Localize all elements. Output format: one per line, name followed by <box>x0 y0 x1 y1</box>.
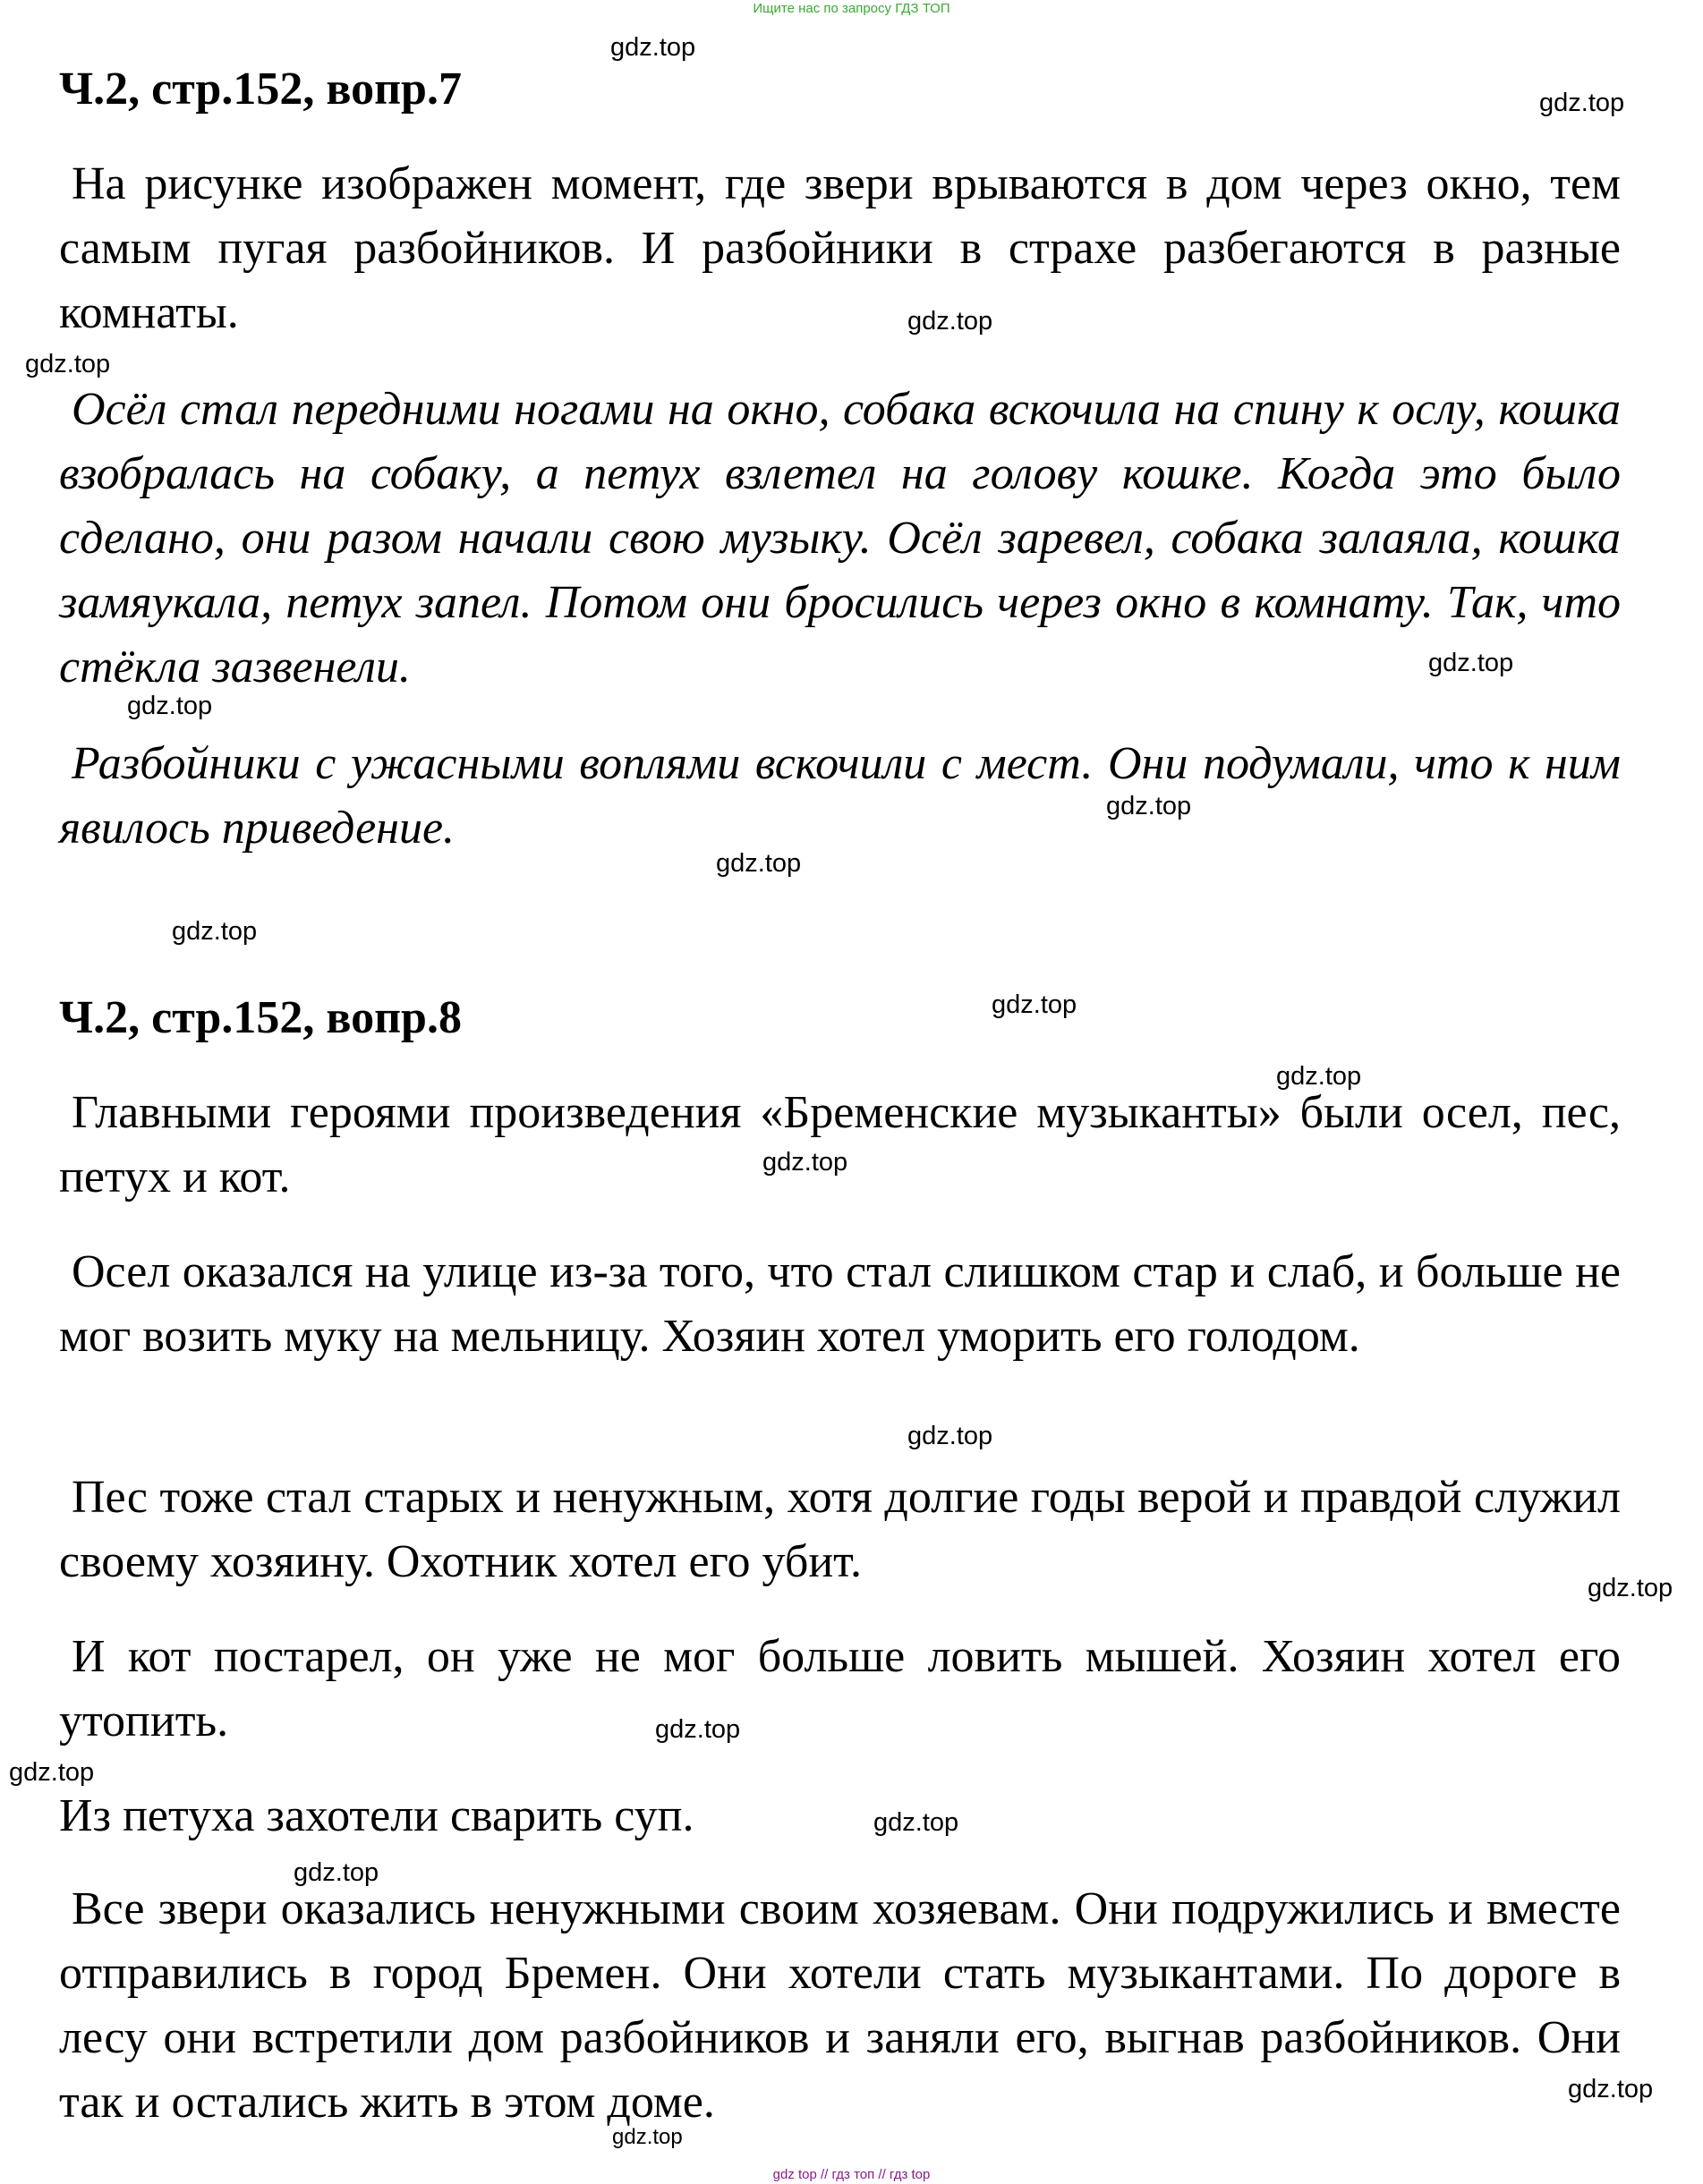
watermark: gdz.top <box>127 692 213 720</box>
watermark: gdz.top <box>1539 89 1625 117</box>
watermark: gdz.top <box>1106 792 1192 820</box>
paragraph: Из петуха захотели сварить суп. <box>59 1790 694 1841</box>
paragraph: И кот постарел, он уже не мог больше ловить мышей. Хозяин хотел его утопить. <box>59 1631 1621 1746</box>
watermark: gdz.top <box>294 1858 379 1887</box>
paragraph: Осел оказался на улице из-за того, что стал слишком стар и слаб, и больше не мог возить муку на мельницу. Хозяин хотел уморить его голодом. <box>59 1246 1621 1362</box>
watermark: gdz.top <box>716 849 802 878</box>
watermark: gdz.top <box>612 2125 683 2149</box>
watermark: gdz.top <box>1276 1062 1362 1091</box>
paragraph: Пес тоже стал старых и ненужным, хотя долгие годы верой и правдой служил своему хозяину. Охотник хотел его убит. <box>59 1472 1621 1587</box>
watermark: gdz.top <box>992 990 1077 1019</box>
watermark: gdz.top <box>9 1758 95 1787</box>
watermark: gdz.top <box>907 307 993 336</box>
watermark: gdz.top <box>907 1422 993 1450</box>
watermark: gdz.top <box>1588 1574 1673 1602</box>
paragraph-italic: Разбойники с ужасными воплями вскочили с мест. Они подумали, что к ним явилось приведение. <box>59 738 1621 854</box>
paragraph: Главными героями произведения «Бременские музыканты» были осел, пес, петух и кот. <box>59 1087 1621 1202</box>
watermark: gdz.top <box>873 1808 959 1837</box>
watermark: gdz.top <box>655 1715 741 1744</box>
watermark: gdz.top <box>25 350 111 378</box>
watermark: gdz.top <box>1428 649 1514 677</box>
watermark: gdz.top <box>762 1148 848 1177</box>
footer-links[interactable]: gdz top // гдз топ // гдз top <box>772 2167 931 2182</box>
watermark: gdz.top <box>1568 2075 1654 2103</box>
section-heading-1: Ч.2, стр.152, вопр.7 <box>59 64 462 115</box>
paragraph-italic: Осёл стал передними ногами на окно, собака вскочила на спину к ослу, кошка взобралась на собаку, а петух взлетел на голову кошке. Когда это было сделано, они разом начали свою музыку. Осёл заревел, собака залаяла, кошка замяукала, петух запел. Потом они бросились через окно в комнату. Так, что стёкла зазвенели. <box>59 384 1621 693</box>
section-heading-2: Ч.2, стр.152, вопр.8 <box>59 992 462 1043</box>
watermark: gdz.top <box>610 33 696 62</box>
watermark: gdz.top <box>172 917 258 946</box>
paragraph: На рисунке изображен момент, где звери врываются в дом через окно, тем самым пугая разбойников. И разбойники в страхе разбегаются в разные комнаты. <box>59 158 1621 338</box>
top-banner[interactable]: Ищите нас по запросу ГДЗ ТОП <box>753 1 950 16</box>
paragraph: Все звери оказались ненужными своим хозяевам. Они подружились и вместе отправились в город Бремен. Они хотели стать музыкантами. По дороге в лесу они встретили дом разбойников и заняли его, выгнав разбойников. Они так и остались жить в этом доме. <box>59 1883 1621 2128</box>
